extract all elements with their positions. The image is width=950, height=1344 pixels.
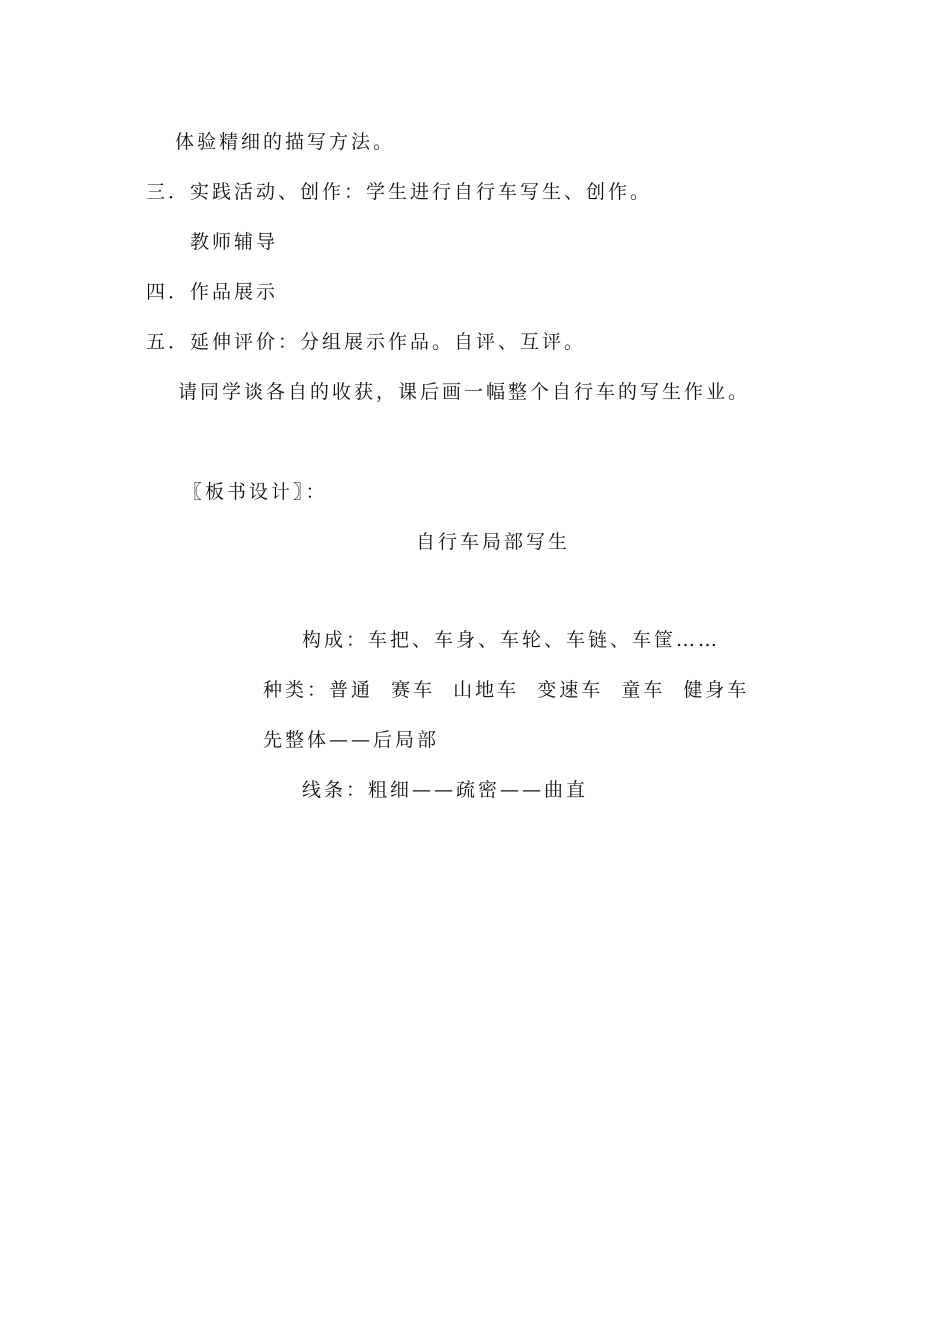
board-design-composition: 构成：车把、车身、车轮、车链、车筐…… [302, 629, 721, 651]
text-line-method: 体验精细的描写方法。 [175, 131, 396, 153]
text-line-section-five: 五．延伸评价：分组展示作品。自评、互评。 [146, 331, 587, 353]
board-design-heading: 〖板书设计〗： [183, 481, 328, 503]
text-line-section-four: 四．作品展示 [146, 281, 279, 303]
board-design-types: 种类：普通 赛车 山地车 变速车 童车 健身车 [263, 679, 750, 701]
text-line-section-three: 三．实践活动、创作：学生进行自行车写生、创作。 [146, 181, 653, 203]
board-design-order: 先整体——后局部 [263, 729, 440, 751]
board-design-title: 自行车局部写生 [416, 531, 571, 553]
board-design-lines: 线条：粗细——疏密——曲直 [302, 779, 589, 801]
text-line-homework: 请同学谈各自的收获，课后画一幅整个自行车的写生作业。 [178, 381, 751, 403]
text-line-teacher-guidance: 教师辅导 [190, 231, 279, 253]
